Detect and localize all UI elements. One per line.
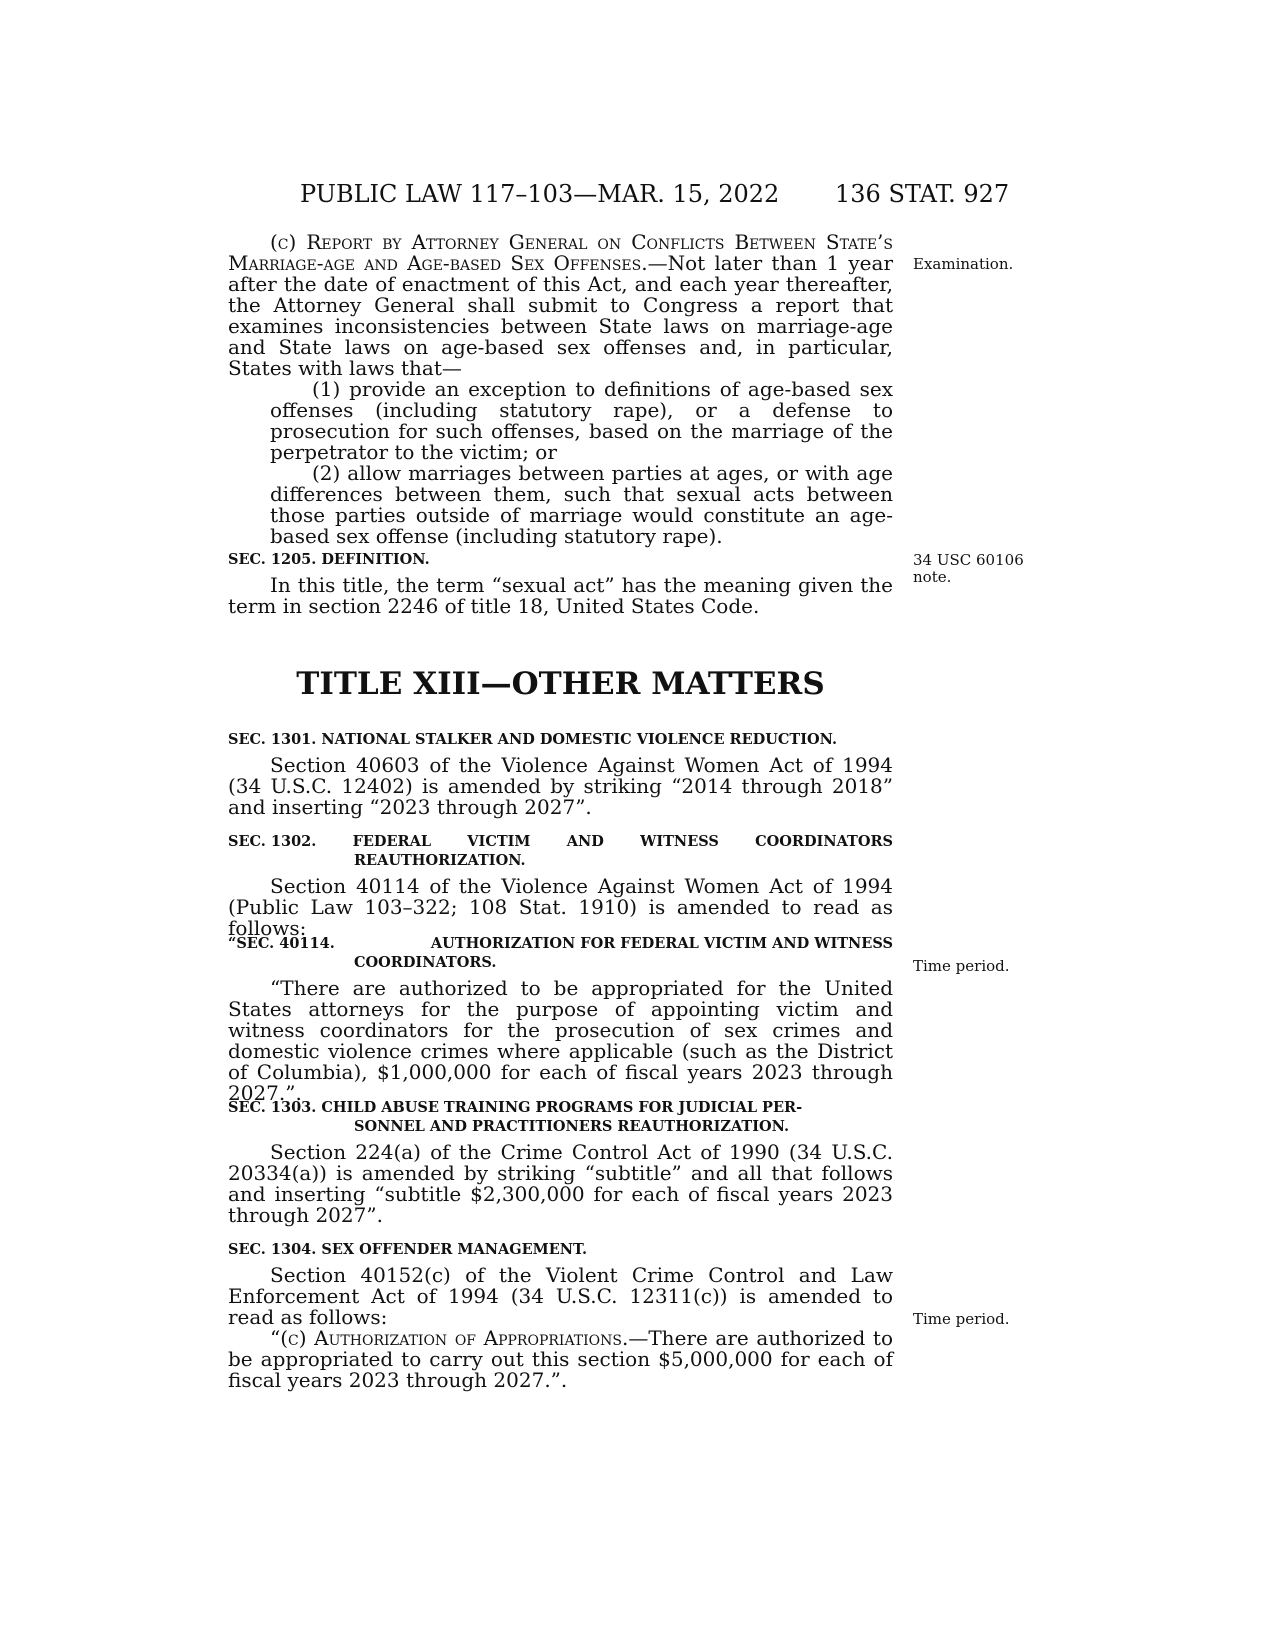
sec-1205-heading: SEC. 1205. DEFINITION. bbox=[228, 551, 430, 568]
sec-1204c-item-1: (1) provide an exception to definitions of age-based sex offenses (including statutory rape), or a defense to prosecution for such offenses, based on the marriage of the perpetrator to the victim; or bbox=[270, 377, 893, 464]
sec-1302-heading-word: COORDINATORS bbox=[755, 833, 893, 850]
sec-1304-block bbox=[228, 1240, 893, 1391]
sec-1301-heading: SEC. 1301. NATIONAL STALKER AND DOMESTIC VIOLENCE REDUCTION. bbox=[228, 731, 837, 748]
sec-40114-heading-text: AUTHORIZATION FOR FEDERAL VICTIM AND WITNESS bbox=[430, 935, 893, 952]
sec-1302-heading-word: FEDERAL bbox=[352, 833, 432, 850]
sec-1302-number: SEC. 1302. bbox=[228, 833, 317, 850]
margin-note-usc-line-2: note. bbox=[913, 568, 952, 586]
sec-1302-text: Section 40114 of the Violence Against Women Act of 1994 (Public Law 103–322; 108 Stat. 1910) is amended to read as follows: bbox=[228, 874, 893, 940]
sec-40114-block bbox=[228, 934, 893, 1104]
title-heading: TITLE XIII—OTHER MATTERS bbox=[296, 666, 825, 702]
sec-40114-text: “There are authorized to be appropriated for the United States attorneys for the purpose of appointing victim and witness coordinators for the prosecution of sex crimes and domestic violence crimes where applicable (such as the District of Columbia), $1,000,000 for each of fiscal years 2023 through 2027.”. bbox=[228, 976, 893, 1105]
sec-1302-heading-line-2: REAUTHORIZATION. bbox=[354, 852, 526, 869]
margin-note-time-period: Time period. bbox=[913, 957, 1010, 975]
sec-1303-block bbox=[228, 1098, 893, 1226]
sec-1205-block bbox=[228, 550, 893, 617]
sec-1301-block bbox=[228, 730, 893, 818]
sec-1303-heading-line-1: SEC. 1303. CHILD ABUSE TRAINING PROGRAMS FOR JUDICIAL PER- bbox=[228, 1099, 803, 1116]
sec-1302-block bbox=[228, 832, 893, 939]
sec-1304-sub-lead: “(c) Authorization of Appropriations. bbox=[270, 1326, 629, 1350]
sec-40114-heading-line-1 bbox=[228, 934, 893, 953]
sec-40114-number: “SEC. 40114. bbox=[228, 935, 335, 952]
sec-1302-heading-line-1 bbox=[228, 832, 893, 851]
running-header-title: PUBLIC LAW 117–103—MAR. 15, 2022 bbox=[300, 180, 780, 208]
sec-1304-text: Section 40152(c) of the Violent Crime Control and Law Enforcement Act of 1994 (34 U.S.C. 12311(c)) is amended to read as follows: bbox=[228, 1263, 893, 1329]
page-number: 136 STAT. 927 bbox=[835, 180, 1010, 208]
sec-1301-text: Section 40603 of the Violence Against Women Act of 1994 (34 U.S.C. 12402) is amended by striking “2014 through 2018” and inserting “2023 through 2027”. bbox=[228, 753, 893, 819]
sec-1204c-block bbox=[228, 232, 893, 547]
margin-note-time-period: Time period. bbox=[913, 1310, 1010, 1328]
sec-1302-heading-word: VICTIM bbox=[467, 833, 531, 850]
sec-1303-text: Section 224(a) of the Crime Control Act of 1990 (34 U.S.C. 20334(a)) is amended by striking “subtitle” and all that follows and inserting “subtitle $2,300,000 for each of fiscal years 2023 through 2027”. bbox=[228, 1140, 893, 1227]
sec-1302-heading-word: AND bbox=[566, 833, 604, 850]
sec-1304-heading: SEC. 1304. SEX OFFENDER MANAGEMENT. bbox=[228, 1241, 587, 1258]
margin-note-usc-line-1: 34 USC 60106 bbox=[913, 551, 1024, 569]
sec-1205-text: In this title, the term “sexual act” has the meaning given the term in section 2246 of title 18, United States Code. bbox=[228, 573, 893, 618]
sec-40114-heading-line-2: COORDINATORS. bbox=[354, 954, 497, 971]
sec-1304-sub-text: —There are authorized to be appropriated to carry out this section $5,000,000 for each of fiscal years 2023 through 2027.”. bbox=[228, 1326, 893, 1392]
margin-note-examination: Examination. bbox=[913, 255, 1014, 273]
sec-1204c-lead: (c) Report by Attorney General on Conflicts Between State’s Marriage-age and Age-based Sex Offenses. bbox=[228, 230, 893, 275]
sec-1204c-paragraph bbox=[228, 232, 893, 379]
sec-1303-heading-line-2: SONNEL AND PRACTITIONERS REAUTHORIZATION. bbox=[354, 1118, 789, 1135]
sec-1204c-item-2: (2) allow marriages between parties at ages, or with age differences between them, such that sexual acts between those parties outside of marriage would constitute an age-based sex offense (including statutory rape). bbox=[270, 461, 893, 548]
margin-note-usc bbox=[913, 552, 1024, 586]
sec-1204c-text: —Not later than 1 year after the date of enactment of this Act, and each year thereafter, the Attorney General shall submit to Congress a report that examines inconsistencies between State laws on marriage-age and State laws on age-based sex offenses and, in particular, States with laws that— bbox=[228, 251, 893, 380]
sec-1302-heading-word: WITNESS bbox=[640, 833, 719, 850]
sec-1304-subsection bbox=[228, 1328, 893, 1391]
